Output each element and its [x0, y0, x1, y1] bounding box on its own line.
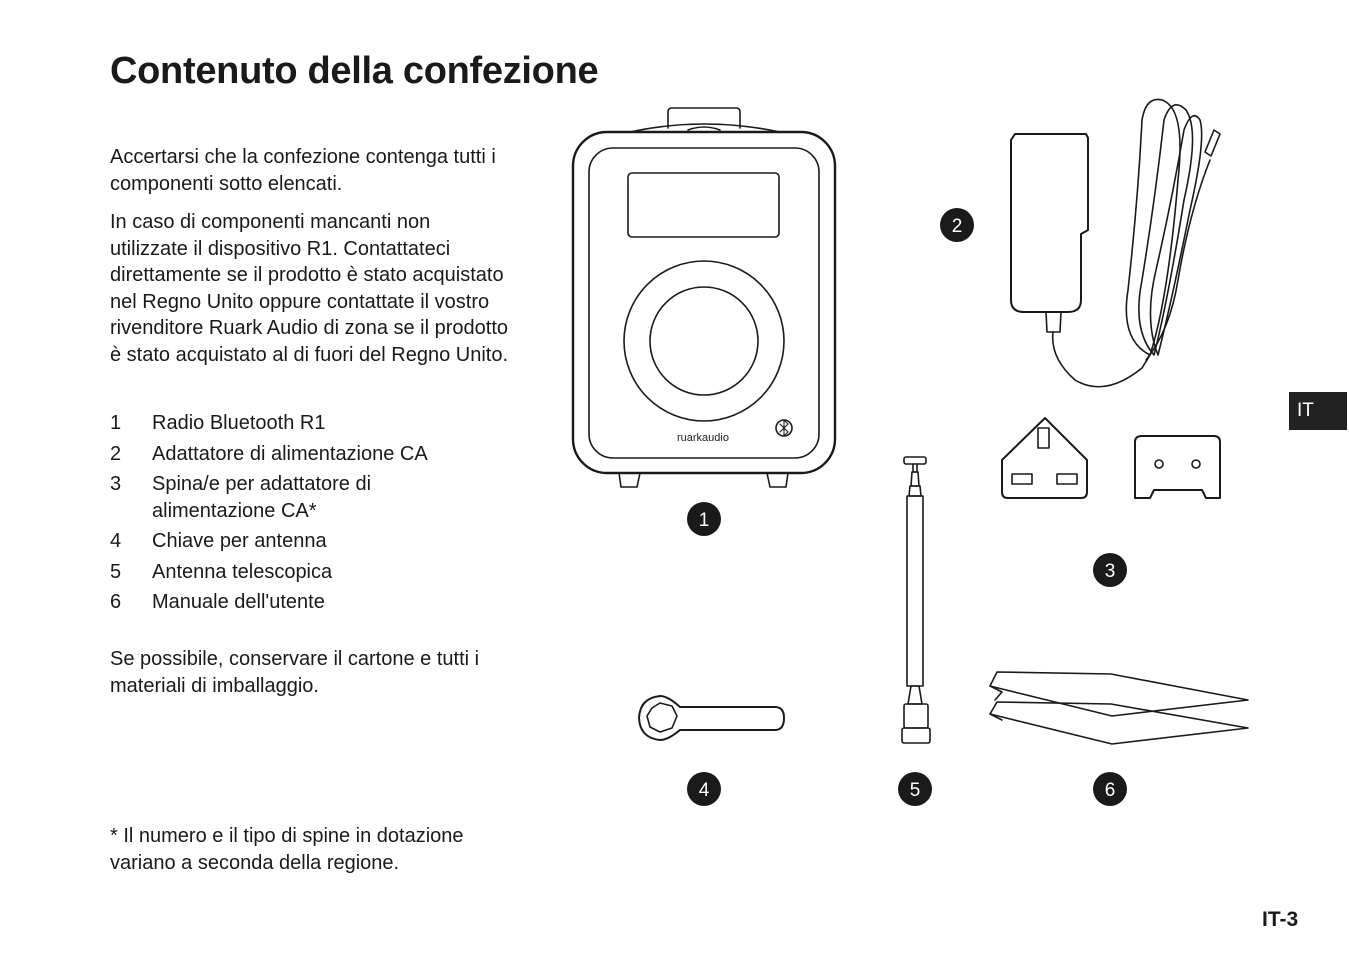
user-manual-illustration: [990, 672, 1248, 744]
list-item-number: 1: [110, 412, 122, 434]
adapter-cable: [1053, 332, 1150, 387]
radio-illustration: [573, 108, 835, 487]
list-item-number: 6: [110, 591, 122, 613]
list-item-number: 3: [110, 473, 122, 495]
badge-6: [1093, 772, 1127, 806]
manual-sheet-2: [990, 702, 1248, 744]
badge-5: [898, 772, 932, 806]
language-tab: IT: [1289, 392, 1347, 430]
radio-speaker-ring: [624, 261, 784, 421]
svg-text:6: 6: [1104, 780, 1116, 801]
eu-plug-illustration: [1135, 436, 1220, 498]
page-title: Contenuto della confezione: [110, 50, 599, 92]
badge-1: [687, 502, 721, 536]
radio-foot-right: [767, 473, 788, 487]
antenna-tip: [904, 457, 926, 464]
eu-plug-body: [1135, 436, 1220, 498]
radio-control-dial: [650, 287, 758, 395]
svg-text:4: 4: [698, 780, 710, 801]
svg-text:1: 1: [698, 510, 710, 531]
page-number: IT-3: [1262, 908, 1299, 931]
manual-sheet-1: [990, 672, 1248, 716]
antenna-connector: [902, 728, 930, 743]
wrench-nut-opening: [647, 703, 677, 732]
list-item-text: Adattatore di alimentazione CA: [152, 442, 428, 465]
cable-coil-2: [1139, 105, 1193, 355]
antenna-segment-2: [909, 486, 921, 496]
eu-plug-pin-right: [1192, 460, 1200, 468]
radio-display: [628, 173, 779, 237]
list-item-number: 4: [110, 530, 122, 552]
intro-paragraph-1: Accertarsi che la confezione contenga tutti i componenti sotto elencati.: [110, 146, 496, 195]
badge-4: [687, 772, 721, 806]
svg-text:2: 2: [951, 216, 963, 237]
list-item-text: Spina/e per adattatore di alimentazione CA*: [152, 473, 372, 522]
badge-2: [940, 208, 974, 242]
power-adapter-illustration: [1011, 99, 1220, 386]
list-item-text: Manuale dell'utente: [152, 591, 325, 613]
list-item-text: Chiave per antenna: [152, 530, 327, 552]
list-item-text: Radio Bluetooth R1: [152, 412, 326, 434]
adapter-body: [1011, 134, 1088, 312]
radio-top-ring: [688, 127, 720, 130]
antenna-segment-3: [907, 496, 923, 686]
bluetooth-icon: [776, 420, 792, 436]
uk-plug-body: [1002, 418, 1087, 498]
radio-body: [573, 132, 835, 473]
cable-coil-1: [1126, 99, 1180, 355]
antenna-base: [904, 704, 928, 728]
svg-text:5: 5: [909, 780, 921, 801]
telescopic-antenna-illustration: [902, 457, 930, 743]
cable-connector: [1205, 130, 1220, 156]
footnote: * Il numero e il tipo di spine in dotazione variano a seconda della regione.: [110, 825, 464, 874]
intro-paragraph-2: In caso di componenti mancanti non utilizzate il dispositivo R1. Contattateci direttamente se il prodotto è stato acquistato nel Regno Unito oppure contattate il vostro rivenditore Ruark Audio di zona se il prodotto è stato acquistato al di fuori del Regno Unito.: [110, 211, 509, 366]
uk-plug-earth-pin: [1038, 428, 1049, 448]
list-item-number: 5: [110, 560, 122, 583]
radio-foot-left: [619, 473, 640, 487]
antenna-segment-1: [911, 472, 919, 486]
radio-front-panel: [589, 148, 819, 458]
uk-plug-illustration: [1002, 418, 1087, 498]
uk-plug-pin-left: [1012, 474, 1032, 484]
antenna-joint: [908, 686, 922, 704]
cable-coil-3: [1150, 116, 1201, 355]
list-item-text: Antenna telescopica: [152, 560, 333, 583]
adapter-cable-boot: [1046, 312, 1061, 332]
antenna-wrench-illustration: [639, 696, 784, 740]
svg-text:3: 3: [1104, 561, 1116, 582]
uk-plug-pin-right: [1057, 474, 1077, 484]
outro-paragraph: Se possibile, conservare il cartone e tutti i materiali di imballaggio.: [110, 648, 480, 697]
antenna-tip-neck: [913, 464, 917, 472]
badge-3: [1093, 553, 1127, 587]
radio-logo: ruarkaudio: [677, 432, 729, 444]
eu-plug-pin-left: [1155, 460, 1163, 468]
wrench-handle: [680, 707, 784, 730]
list-item-number: 2: [110, 442, 122, 465]
